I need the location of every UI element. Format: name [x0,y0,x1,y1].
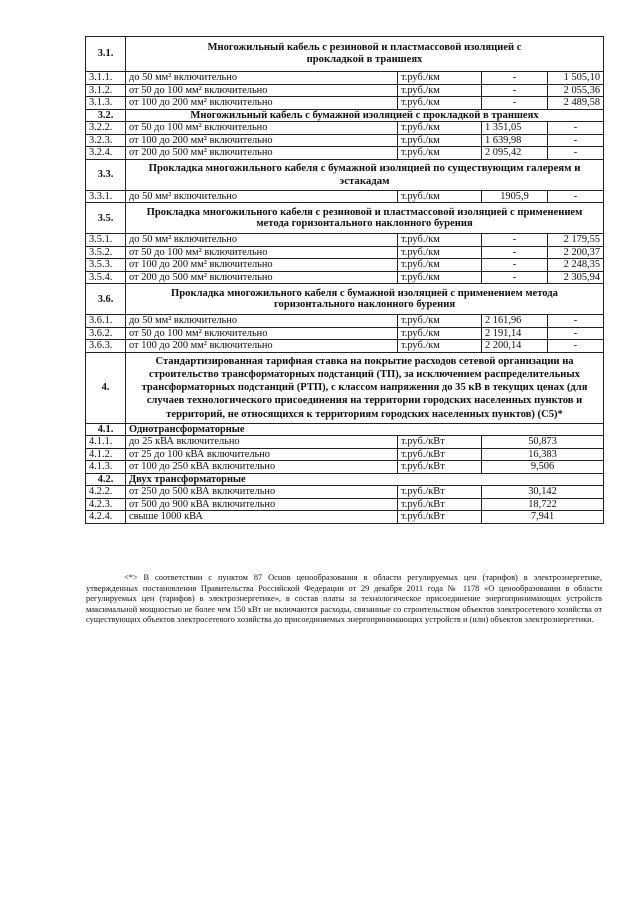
table-row [86,461,604,474]
row-number: 4.1.2. [86,448,126,461]
table-row [86,234,604,247]
footnote-text: <*> В соответствии с пунктом 87 Основ ценообразования в области регулируемых цен (тарифов) в электроэнергетике, утвержденных постановления Правительства Российской Федерации от 29 декабря 2011 года № 1178 «О ценообразовании в области регулируемых цен (тарифов) в электроэнергетике», в состав платы за технологическое присоединение энергопринимающих устройств максимальной мощностью не более чем 150 кВт не включаются расходы, связанные со строительством объектов электросетевого хозяйства от существующих объектов электросетевого хозяйства до присоединяемых энергопринимающих устройств и (или) объектов электроэнергетики. [86,573,602,625]
section-title: Прокладка многожильного кабеля с резиновой и пластмассовой изоляцией с применением метода горизонтального наклонного бурения [126,203,604,234]
table-row [86,340,604,353]
table-row [86,147,604,160]
row-value-paper: - [482,259,548,272]
row-value-paper: 1 639,98 [482,134,548,147]
row-value-paper: - [482,97,548,110]
row-number: 3.6.1. [86,315,126,328]
row-number: 3.5.1. [86,234,126,247]
row-number: 3.5.2. [86,246,126,259]
section-title: Прокладка многожильного кабеля с бумажной изоляцией с применением метода горизонтального наклонного бурения [126,284,604,315]
row-value: 9,506 [482,461,604,474]
row-name: от 25 до 100 кВА включительно [126,448,398,461]
table-row [86,72,604,85]
row-name: от 100 до 250 кВА включительно [126,461,398,474]
row-value-rubber: 2 200,37 [548,246,604,259]
row-value-rubber: 2 055,36 [548,84,604,97]
row-unit: т.руб./кВт [398,511,482,524]
section-number: 3.3. [86,159,126,190]
section-number: 3.2. [86,109,126,122]
row-unit: т.руб./кВт [398,461,482,474]
row-value-paper: - [482,246,548,259]
row-name: от 100 до 200 мм² включительно [126,340,398,353]
row-value: 18,722 [482,498,604,511]
row-unit: т.руб./км [398,259,482,272]
row-name: от 100 до 200 мм² включительно [126,259,398,272]
row-unit: т.руб./км [398,97,482,110]
row-value: 16,383 [482,448,604,461]
row-unit: т.руб./км [398,134,482,147]
row-unit: т.руб./км [398,190,482,203]
row-name: от 50 до 100 мм² включительно [126,327,398,340]
row-value-rubber: - [548,147,604,160]
section-row-3-2 [86,109,604,122]
row-value-paper: - [482,234,548,247]
subsection-number: 4.2. [86,473,126,486]
table-row [86,448,604,461]
row-name: от 500 до 900 кВА включительно [126,498,398,511]
row-number: 4.2.3. [86,498,126,511]
section-number: 4. [86,352,126,423]
row-number: 4.1.3. [86,461,126,474]
row-number: 4.2.2. [86,486,126,499]
row-unit: т.руб./км [398,122,482,135]
row-value-rubber: 2 305,94 [548,271,604,284]
section-row-3-3 [86,159,604,190]
row-value-paper: - [482,84,548,97]
table-row [86,315,604,328]
row-number: 3.6.2. [86,327,126,340]
row-unit: т.руб./км [398,271,482,284]
row-number: 3.5.3. [86,259,126,272]
table-row [86,190,604,203]
row-value-rubber: - [548,315,604,328]
section-row-3-5 [86,203,604,234]
table-row [86,327,604,340]
row-name: от 250 до 500 кВА включительно [126,486,398,499]
section-title: Многожильный кабель с бумажной изоляцией с прокладкой в траншеях [126,109,604,122]
row-name: от 50 до 100 мм² включительно [126,246,398,259]
section-title: Прокладка многожильного кабеля с бумажной изоляцией по существующим галереям и эстакадам [126,159,604,190]
row-name: от 200 до 500 мм² включительно [126,147,398,160]
table-row [86,134,604,147]
tariff-table-body [86,37,604,524]
row-value-rubber: - [548,327,604,340]
row-number: 3.1.1. [86,72,126,85]
row-value: 50,873 [482,436,604,449]
section-row-4 [86,352,604,423]
row-name: до 50 мм² включительно [126,190,398,203]
row-number: 4.1.1. [86,436,126,449]
table-row [86,97,604,110]
row-value-rubber: 2 489,58 [548,97,604,110]
subsection-number: 4.1. [86,423,126,436]
row-unit: т.руб./км [398,72,482,85]
subsection-row-4-2 [86,473,604,486]
section-row-3-6 [86,284,604,315]
row-value-rubber: 2 179,55 [548,234,604,247]
row-name: до 50 мм² включительно [126,315,398,328]
row-unit: т.руб./кВт [398,448,482,461]
row-number: 3.2.4. [86,147,126,160]
footnote [86,573,602,626]
row-number: 3.5.4. [86,271,126,284]
row-value-rubber: - [548,122,604,135]
row-name: от 50 до 100 мм² включительно [126,84,398,97]
row-name: свыше 1000 кВА [126,511,398,524]
row-name: до 50 мм² включительно [126,234,398,247]
table-row [86,498,604,511]
row-number: 3.6.3. [86,340,126,353]
row-number: 4.2.4. [86,511,126,524]
row-value-rubber: - [548,340,604,353]
row-value: 30,142 [482,486,604,499]
row-value: 7,941 [482,511,604,524]
section-number: 3.5. [86,203,126,234]
row-unit: т.руб./км [398,246,482,259]
row-value-paper: 2 095,42 [482,147,548,160]
section-number: 3.1. [86,37,126,72]
table-row [86,259,604,272]
section-number: 3.6. [86,284,126,315]
table-row [86,511,604,524]
row-value-paper: 2 200,14 [482,340,548,353]
row-unit: т.руб./кВт [398,436,482,449]
row-unit: т.руб./кВт [398,486,482,499]
row-value-paper: 1 351,05 [482,122,548,135]
row-number: 3.3.1. [86,190,126,203]
tariff-table [85,36,604,524]
row-unit: т.руб./кВт [398,498,482,511]
table-row [86,84,604,97]
row-name: от 50 до 100 мм² включительно [126,122,398,135]
row-value-paper: - [482,72,548,85]
row-value-paper: 2 161,96 [482,315,548,328]
row-value-rubber: - [548,190,604,203]
row-name: от 100 до 200 мм² включительно [126,97,398,110]
row-unit: т.руб./км [398,327,482,340]
row-value-paper: 1905,9 [482,190,548,203]
subsection-title: Двух трансформаторные [126,473,604,486]
row-unit: т.руб./км [398,340,482,353]
row-number: 3.2.2. [86,122,126,135]
row-value-paper: - [482,271,548,284]
row-number: 3.1.2. [86,84,126,97]
row-unit: т.руб./км [398,84,482,97]
row-number: 3.1.3. [86,97,126,110]
table-row [86,486,604,499]
row-name: до 50 мм² включительно [126,72,398,85]
row-value-rubber: - [548,134,604,147]
section-title: Стандартизированная тарифная ставка на покрытие расходов сетевой организации на строительство трансформаторных подстанций (ТП), за исключением распределительных трансформаторных подстанций (РТП), с классом напряжения до 35 кВ в текущих ценах (для случаев технологического присоединения на территории городских населенных пунктов и территорий, не относящихся к территориям городских населенных пунктов) (С5)* [126,352,604,423]
subsection-title: Однотрансформаторные [126,423,604,436]
row-value-paper: 2 191,14 [482,327,548,340]
row-name: до 25 кВА включительно [126,436,398,449]
table-row [86,436,604,449]
row-value-rubber: 1 505,10 [548,72,604,85]
row-name: от 200 до 500 мм² включительно [126,271,398,284]
table-row [86,122,604,135]
section-row-3-1 [86,37,604,72]
section-title: Многожильный кабель с резиновой и пластмассовой изоляцией с прокладкой в траншеях [126,37,604,72]
row-number: 3.2.3. [86,134,126,147]
row-unit: т.руб./км [398,147,482,160]
table-row [86,271,604,284]
subsection-row-4-1 [86,423,604,436]
row-value-rubber: 2 248,35 [548,259,604,272]
row-unit: т.руб./км [398,234,482,247]
row-name: от 100 до 200 мм² включительно [126,134,398,147]
table-row [86,246,604,259]
row-unit: т.руб./км [398,315,482,328]
